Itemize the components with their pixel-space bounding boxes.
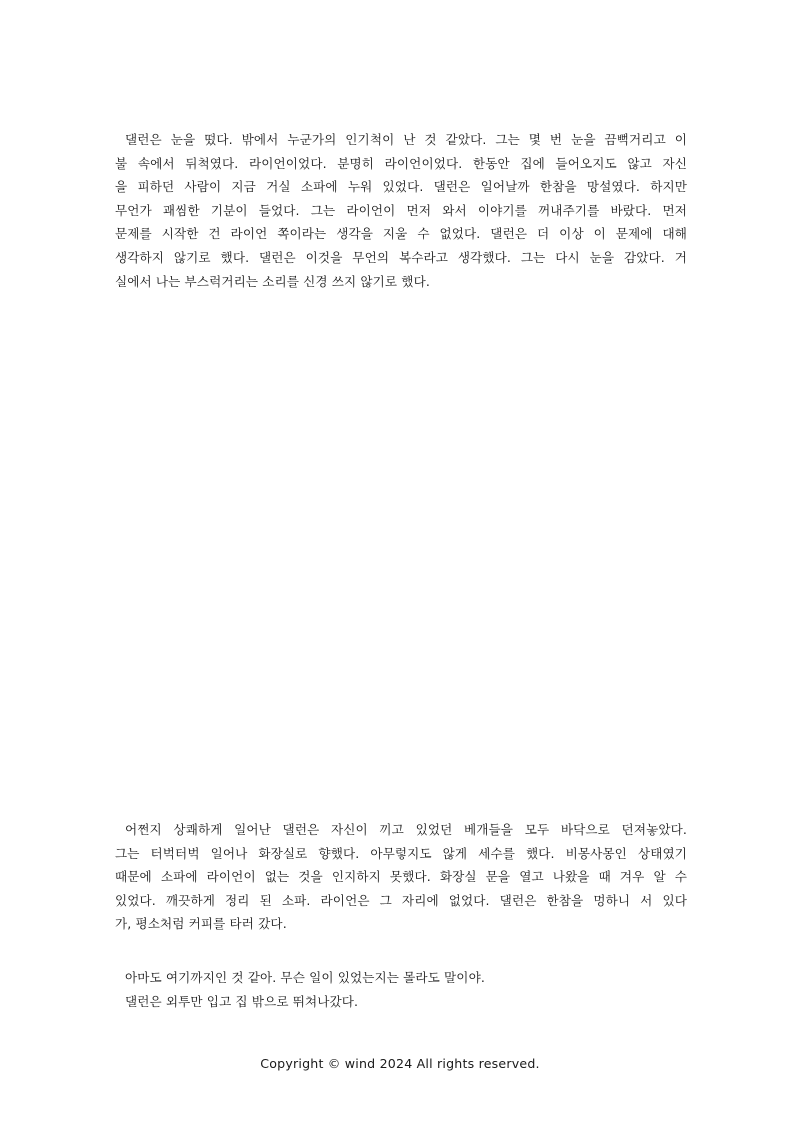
text-line: 아마도 여기까지인 것 같아. 무슨 일이 있었는지는 몰라도 말이야. — [125, 970, 485, 985]
paragraph — [115, 966, 687, 1013]
text-line: 때문에 소파에 라이언이 없는 것을 인지하지 못했다. 화장실 문을 열고 나왔을 때 겨우 알 수 — [115, 869, 687, 885]
text-line: 무언가 괘씸한 기분이 들었다. 그는 라이언이 먼저 와서 이야기를 꺼내주기를 바랐다. 먼저 — [115, 202, 687, 218]
text-line: 가, 평소처럼 커피를 타러 갔다. — [115, 916, 287, 932]
text-line: 있었다. 깨끗하게 정리 된 소파. 라이언은 그 자리에 없었다. 댈런은 한참을 멍하니 서 있다 — [115, 892, 687, 908]
text-line: 문제를 시작한 건 라이언 쪽이라는 생각을 지울 수 없었다. 댈런은 더 이상 이 문제에 대해 — [115, 226, 687, 242]
text-line: 그는 터벅터벅 일어나 화장실로 향했다. 아무렇지도 않게 세수를 했다. 비몽사몽인 상태였기 — [115, 845, 687, 861]
text-line: 댈런은 외투만 입고 집 밖으로 뛰쳐나갔다. — [125, 993, 359, 1009]
text-line: 어쩐지 상쾌하게 일어난 댈런은 자신이 끼고 있었던 베개들을 모두 바닥으로 던져놓았다. — [125, 822, 687, 837]
copyright-footer: Copyright © wind 2024 All rights reserved. — [260, 1056, 540, 1071]
text-line: 실에서 나는 부스럭거리는 소리를 신경 쓰지 않기로 했다. — [115, 273, 430, 289]
text-line: 불 속에서 뒤척였다. 라이언이었다. 분명히 라이언이었다. 한동안 집에 들어오지도 않고 자신 — [115, 155, 687, 171]
text-line: 을 피하던 사람이 지금 거실 소파에 누워 있었다. 댈런은 일어날까 한참을 망설였다. 하지만 — [115, 179, 687, 195]
paragraph — [115, 818, 687, 936]
paragraph — [115, 128, 687, 293]
text-line: 댈런은 눈을 떴다. 밖에서 누군가의 인기척이 난 것 같았다. 그는 몇 번 눈을 끔뻑거리고 이 — [125, 132, 687, 147]
text-line: 생각하지 않기로 했다. 댈런은 이것을 무언의 복수라고 생각했다. 그는 다시 눈을 감았다. 거 — [115, 249, 687, 265]
